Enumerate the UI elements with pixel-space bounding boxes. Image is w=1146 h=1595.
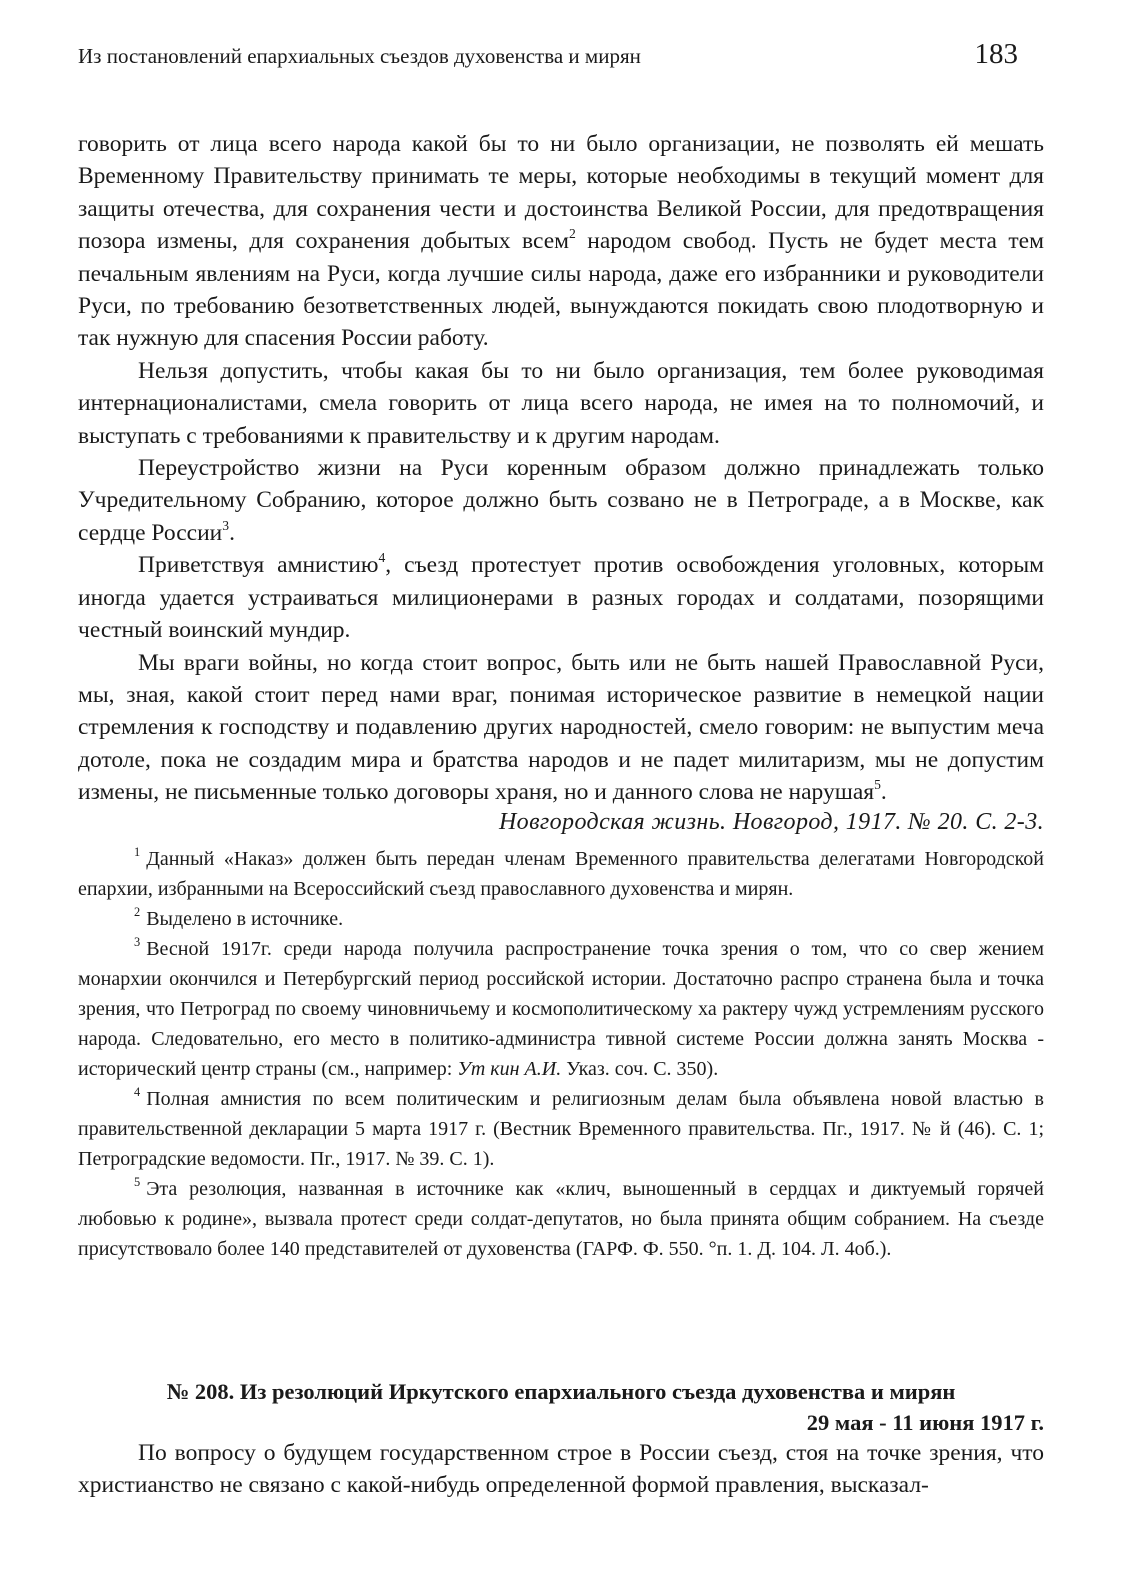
document-date: 29 мая - 11 июня 1917 г.	[806, 1410, 1044, 1435]
footnote-ref: 3	[222, 518, 230, 534]
paragraph: По вопросу о будущем государственном строе в России съезд, стоя на точке зрения, что христианство не связано с какой-нибудь определенной формой правления, высказал-	[78, 1440, 1044, 1498]
footnote-author-italic: Ут кин А.И.	[457, 1058, 562, 1080]
footnote-number: 4	[134, 1085, 141, 1100]
footnote-text: Весной 1917г. среди народа получила распространение точка зрения о том, что со свер жением монархии окончился и Петербургский период российской истории. Достаточно распро странена была и точка зрения, что Петроград по своему чиновничьему и космополитическому ха рактеру чужд устремлениям русского народа. Следовательно, его место в политико-администра тивной системе России должна занять Москва - исторический центр страны (см., например:	[78, 938, 1044, 1080]
paragraph-text: Приветствуя амнистию	[138, 552, 379, 579]
paragraph-text: Мы враги войны, но когда стоит вопрос, быть или не быть нашей Православной Руси, мы, зная, какой стоит перед нами враг, понимая историческое развитие в немецкой нации стремления к господству и подавлению других народностей, смело говорим: не выпустим меча дотоле, пока не создадим мира и братства народов и не падет милитаризм, мы не допустим измены, не письменные только договоры храня, но и данного слова не нарушая	[78, 649, 1044, 806]
main-text	[78, 128, 1044, 809]
footnote	[78, 1174, 1044, 1264]
footnote-text: Указ. соч. С. 350).	[561, 1058, 719, 1080]
footnote-ref: 5	[874, 777, 881, 793]
paragraph	[78, 647, 1044, 809]
footnote-number: 2	[134, 905, 141, 920]
footnote-text: Эта резолюция, названная в источнике как «клич, выношенный в сердцах и диктуемый горячей любовью к родине», вызвала протест среди солдат-депутатов, но была принята общим собранием. На съезде присутствовало более 140 представителей от духовенства (ГАРФ. Ф. 550. °п. 1. Д. 104. Л. 4об.).	[78, 1178, 1044, 1260]
footnote	[78, 934, 1044, 1084]
paragraph	[78, 452, 1044, 549]
paragraph-text: .	[880, 779, 887, 806]
footnote-number: 5	[134, 1175, 141, 1190]
paragraph-text: , съезд протестует против освобождения уголовных, которым иногда удается устраиваться милиционерами в разных городах и солдатами, позорящими честный воинский мундир.	[78, 552, 1044, 644]
footnote-text: Данный «Наказ» должен быть передан членам Временного правительства делегатами Новгородской епархии, избранными на Всероссийский съезд православного духовенства и мирян.	[78, 848, 1044, 900]
footnote-text: Полная амнистия по всем политическим и религиозным делам была объявлена новой властью в правительственной декларации 5 марта 1917 г. (Вестник Временного правительства. Пг., 1917. № й (46). С. 1; Петроградские ведомости. Пг., 1917. № 39. С. 1).	[78, 1088, 1044, 1170]
footnote-number: 3	[134, 935, 141, 950]
footnote-number: 1	[134, 845, 141, 860]
page-number: 183	[974, 38, 1018, 70]
footnote	[78, 904, 1044, 934]
running-header: Из постановлений епархиальных съездов духовенства и мирян	[78, 44, 641, 68]
footnote-ref: 2	[569, 226, 576, 242]
source-citation: Новгородская жизнь. Новгород, 1917. № 20. С. 2-3.	[498, 809, 1044, 835]
footnote	[78, 844, 1044, 904]
paragraph-text: .	[229, 519, 235, 546]
paragraph: Нельзя допустить, чтобы какая бы то ни было организация, тем более руководимая интернационалистами, смела говорить от лица всего народа, не имея на то полномочий, и выступать с требованиями к правительству и к другим народам.	[78, 357, 1044, 449]
paragraph	[78, 549, 1044, 646]
paragraph	[78, 128, 1044, 355]
paragraph-text: говорить от лица всего народа какой бы то ни было организации, не позволять ей мешать Временному Правительству принимать те меры, которые необходимы в текущий момент для защиты отечества, для сохранения чести и достоинства Великой России, для предотвращения позора измены, для сохранения добытых всем	[78, 131, 1044, 255]
footnote-ref: 4	[378, 550, 386, 566]
footnotes	[78, 844, 1044, 1264]
paragraph-text: Переустройство жизни на Руси коренным образом должно принадлежать только Учредительному Собранию, которое должно быть созвано не в Петрограде, а в Москве, как сердце России	[78, 455, 1044, 546]
document-title: № 208. Из резолюций Иркутского епархиального съезда духовенства и мирян	[166, 1379, 956, 1404]
footnote-text: Выделено в источнике.	[146, 908, 344, 930]
document-body	[78, 1437, 1044, 1501]
footnote	[78, 1084, 1044, 1174]
document-heading	[78, 1376, 1044, 1438]
paragraph-text: народом свобод. Пусть не будет места тем печальным явлениям на Руси, когда лучшие силы народа, даже его избранники и руководители Руси, по требованию безответственных людей, вынуждаются покидать свою плодотворную и так нужную для спасения России работу.	[78, 228, 1044, 352]
